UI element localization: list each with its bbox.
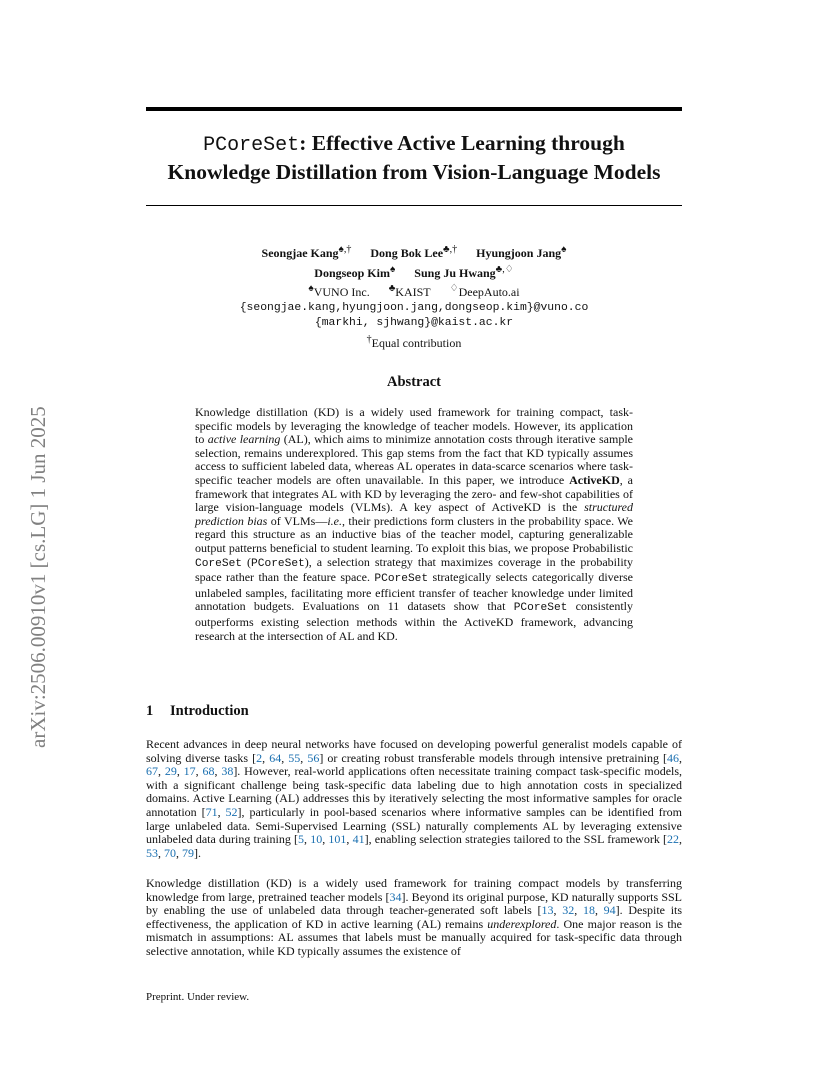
preprint-footer: Preprint. Under review. <box>146 991 250 1003</box>
title-line1: : Effective Active Learning through <box>299 131 625 155</box>
citation-link[interactable]: 17 <box>183 764 196 779</box>
citation-link[interactable]: 32 <box>562 903 575 918</box>
section-title: Introduction <box>170 703 249 719</box>
citation-link[interactable]: 18 <box>582 903 595 918</box>
citation-link[interactable]: 68 <box>202 764 215 779</box>
citation-link[interactable]: 94 <box>603 903 616 918</box>
citation-link[interactable]: 10 <box>310 832 323 847</box>
citation-link[interactable]: 34 <box>389 889 402 904</box>
citation-link[interactable]: 64 <box>269 750 282 765</box>
title-bottom-rule <box>146 205 682 206</box>
title-top-rule <box>146 107 682 111</box>
author-mark: ♠ <box>561 244 567 255</box>
affiliation-mark: ♠ <box>308 283 314 294</box>
section-heading-introduction <box>146 703 249 720</box>
affiliation: DeepAuto.ai <box>458 285 520 299</box>
citation-link[interactable]: 38 <box>221 764 234 779</box>
author-line-2 <box>146 262 682 282</box>
citation-link[interactable]: 71 <box>205 804 218 819</box>
author-line-1 <box>146 242 682 262</box>
affiliation-mark: ♢ <box>449 283 459 294</box>
author-name: Dong Bok Lee <box>370 246 444 260</box>
author-email[interactable]: {seongjae.kang,hyungjoon.jang,dongseop.kim}@vuno.co <box>239 301 589 314</box>
citation-link[interactable]: 101 <box>328 832 347 847</box>
author-name: Sung Ju Hwang <box>414 265 496 280</box>
author-mark: ♣,† <box>443 244 458 255</box>
abstract-body: Knowledge distillation (KD) is a widely used framework for training compact, task-specific models by leveraging the knowledge of teacher models. However, its application to active learning (AL), which aims to minimize annotation costs through iterative sample selection, remains underexplored. This gap stems from the fact that KD typically assumes access to sufficient labeled data, whereas AL operates in data-scarce scenarios where task-specific teacher models are often unavailable. In this paper, we introduce ActiveKD, a framework that integrates AL with KD by leveraging the zero- and few-shot capabilities of large vision-language models (VLMs). A key aspect of ActiveKD is the structured prediction bias of VLMs—i.e., their predictions form clusters in the probability space. We regard this structure as an inductive bias of the teacher model, capturing generalizable output patterns beneficial to student learning. To exploit this bias, we propose Probabilistic CoreSet (PCoreSet), a selection strategy that maximizes coverage in the probability space rather than the feature space. PCoreSet strategically selects categorically diverse unlabeled samples, facilitating more efficient transfer of teacher knowledge under limited annotation budgets. Evaluations on 11 datasets show that PCoreSet consistently outperforms existing selection methods within the ActiveKD framework, advancing research at the intersection of AL and KD. <box>195 405 634 643</box>
author-name: Hyungjoon Jang <box>476 246 562 260</box>
author-name: Dongseop Kim <box>314 265 390 280</box>
affiliation: KAIST <box>395 285 431 299</box>
citation-link[interactable]: 5 <box>298 832 305 847</box>
citation-link[interactable]: 41 <box>352 832 365 847</box>
equal-contribution-text: Equal contribution <box>371 335 462 350</box>
intro-paragraph-1: Recent advances in deep neural networks have focused on developing powerful generalist models capable of solving diverse tasks [2, 64, 55, 56] or creating robust transferable models through intensive pretraining [46, 67, 29, 17, 68, 38]. However, real-world applications often necessitate training compact task-specific models, with a significant challenge being task-specific data labeling due to high annotation costs in specialized domains. Active Learning (AL) addresses this by iteratively selecting the most informative samples for oracle annotation [71, 52], particularly in pool-based scenarios where informative samples can be identified from large unlabeled data. Semi-Supervised Learning (SSL) naturally complements AL by leveraging extensive unlabeled data during training [5, 10, 101, 41], enabling selection strategies tailored to the SSL framework [22, 53, 70, 79]. <box>146 737 683 860</box>
citation-link[interactable]: 67 <box>146 764 158 779</box>
title-line2: Knowledge Distillation from Vision-Language Models <box>167 160 661 184</box>
arxiv-sidebar-stamp: arXiv:2506.00910v1 [cs.LG] 1 Jun 2025 <box>26 406 50 748</box>
citation-link[interactable]: 70 <box>164 845 176 860</box>
author-mark: ♠ <box>389 263 396 275</box>
citation-link[interactable]: 13 <box>541 903 554 918</box>
intro-paragraph-2: Knowledge distillation (KD) is a widely used framework for training compact models by transferring knowledge from large, pretrained teacher models [34]. Beyond its original purpose, KD naturally supports SSL by enabling the use of unlabeled data through teacher-generated soft labels [13, 32, 18, 94]. Despite its effectiveness, the application of KD in active learning (AL) remains underexplored. One major reason is the mismatch in assumptions: AL assumes that labels must be manually acquired for task-specific data through selective annotation, while KD typically assumes the existence of <box>146 876 683 958</box>
author-email[interactable]: {markhi, sjhwang}@kaist.ac.kr <box>314 317 514 329</box>
affiliations <box>146 281 682 301</box>
paper-title <box>146 130 682 186</box>
citation-link[interactable]: 22 <box>667 832 680 847</box>
citation-link[interactable]: 55 <box>288 750 301 765</box>
author-mark: ♣,♢ <box>495 263 514 275</box>
affiliation-mark: ♣ <box>388 283 396 294</box>
affiliation: VUNO Inc. <box>313 285 370 299</box>
title-method-name: PCoreSet <box>203 134 300 157</box>
author-block <box>146 242 682 351</box>
section-number: 1 <box>146 703 154 719</box>
citation-link[interactable]: 46 <box>667 750 680 765</box>
author-name: Seongjae Kang <box>261 246 339 260</box>
equal-contribution-mark: † <box>366 333 372 345</box>
abstract-heading: Abstract <box>387 374 441 390</box>
citation-link[interactable]: 79 <box>182 845 194 860</box>
citation-link[interactable]: 29 <box>164 764 177 779</box>
equal-contribution-note <box>146 332 682 352</box>
citation-link[interactable]: 52 <box>225 804 238 819</box>
citation-link[interactable]: 2 <box>256 750 263 765</box>
author-mark: ♠,† <box>338 244 352 255</box>
citation-link[interactable]: 53 <box>146 845 158 860</box>
citation-link[interactable]: 56 <box>307 750 320 765</box>
